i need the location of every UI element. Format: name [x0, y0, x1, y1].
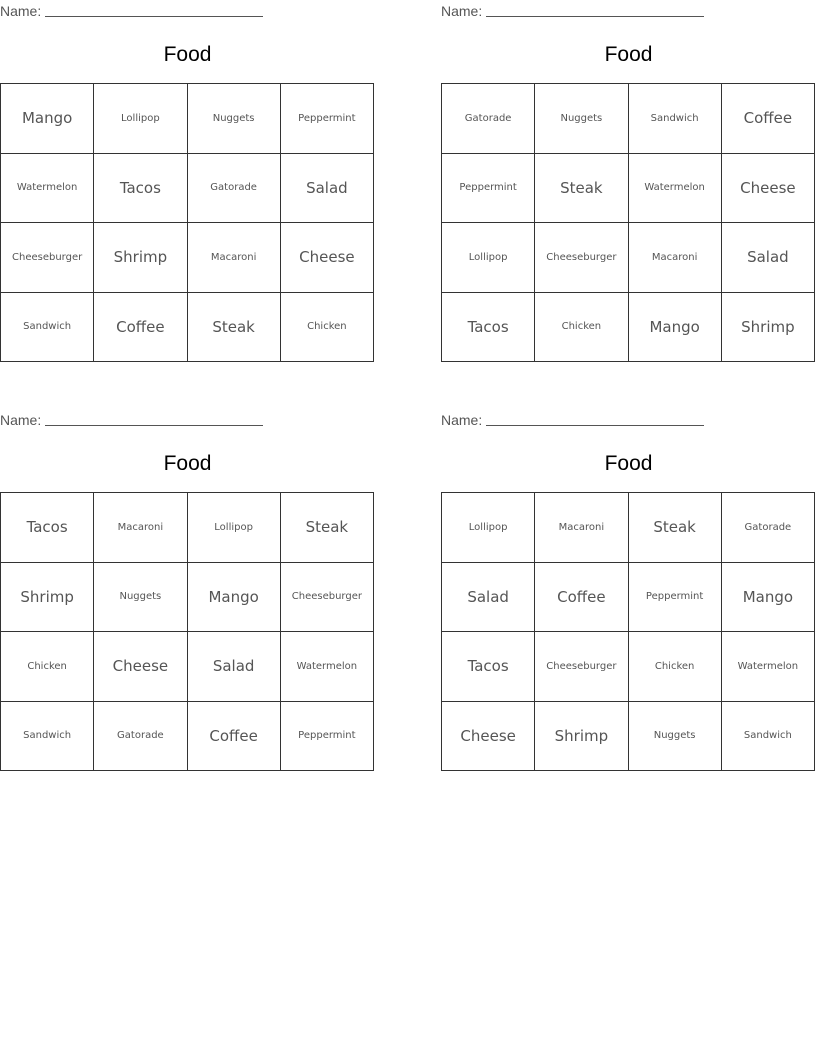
- bingo-cell: Peppermint: [629, 563, 722, 633]
- bingo-cell: Coffee: [188, 702, 281, 772]
- name-label: Name:: [0, 412, 42, 428]
- bingo-cell: Tacos: [94, 154, 187, 224]
- bingo-cell: Watermelon: [281, 632, 374, 702]
- bingo-cell: Gatorade: [722, 493, 815, 563]
- bingo-cell: Nuggets: [629, 702, 722, 772]
- bingo-cell: Cheeseburger: [535, 632, 628, 702]
- bingo-grid: [0, 492, 374, 771]
- bingo-cell: Gatorade: [188, 154, 281, 224]
- bingo-cell: Shrimp: [94, 223, 187, 293]
- name-field: [441, 2, 704, 20]
- bingo-cell: Shrimp: [1, 563, 94, 633]
- name-blank-line: [486, 411, 704, 426]
- bingo-cell: Chicken: [281, 293, 374, 363]
- bingo-cell: Sandwich: [722, 702, 815, 772]
- bingo-cell: Nuggets: [94, 563, 187, 633]
- bingo-cell: Sandwich: [1, 293, 94, 363]
- bingo-cell: Cheeseburger: [281, 563, 374, 633]
- bingo-cell: Cheese: [281, 223, 374, 293]
- bingo-cell: Lollipop: [94, 84, 187, 154]
- bingo-cell: Sandwich: [1, 702, 94, 772]
- bingo-cell: Shrimp: [722, 293, 815, 363]
- name-label: Name:: [441, 3, 483, 19]
- name-blank-line: [486, 2, 704, 17]
- bingo-cell: Salad: [722, 223, 815, 293]
- bingo-cell: Cheeseburger: [1, 223, 94, 293]
- bingo-cell: Chicken: [535, 293, 628, 363]
- bingo-cell: Sandwich: [629, 84, 722, 154]
- card-title: Food: [604, 43, 653, 66]
- bingo-cell: Salad: [281, 154, 374, 224]
- bingo-cell: Cheese: [94, 632, 187, 702]
- bingo-card: [0, 0, 375, 372]
- bingo-cell: Chicken: [1, 632, 94, 702]
- bingo-cell: Tacos: [442, 293, 535, 363]
- bingo-cell: Cheese: [442, 702, 535, 772]
- bingo-cell: Tacos: [1, 493, 94, 563]
- name-label: Name:: [441, 412, 483, 428]
- bingo-card: [0, 409, 375, 781]
- bingo-cell: Mango: [188, 563, 281, 633]
- bingo-cell: Watermelon: [629, 154, 722, 224]
- name-field: [0, 2, 263, 20]
- card-title: Food: [163, 43, 212, 66]
- bingo-cell: Macaroni: [629, 223, 722, 293]
- bingo-cell: Salad: [188, 632, 281, 702]
- bingo-cell: Cheese: [722, 154, 815, 224]
- name-field: [0, 411, 263, 429]
- bingo-cell: Coffee: [722, 84, 815, 154]
- bingo-cell: Nuggets: [535, 84, 628, 154]
- card-title: Food: [604, 452, 653, 475]
- name-label: Name:: [0, 3, 42, 19]
- bingo-cell: Watermelon: [1, 154, 94, 224]
- name-blank-line: [45, 2, 263, 17]
- bingo-cell: Lollipop: [442, 493, 535, 563]
- bingo-cell: Tacos: [442, 632, 535, 702]
- card-title: Food: [163, 452, 212, 475]
- bingo-cell: Steak: [535, 154, 628, 224]
- bingo-cell: Coffee: [535, 563, 628, 633]
- name-blank-line: [45, 411, 263, 426]
- bingo-cell: Cheeseburger: [535, 223, 628, 293]
- bingo-grid: [441, 83, 815, 362]
- bingo-cell: Peppermint: [281, 702, 374, 772]
- bingo-cell: Steak: [629, 493, 722, 563]
- bingo-grid: [0, 83, 374, 362]
- bingo-cell: Nuggets: [188, 84, 281, 154]
- bingo-cell: Shrimp: [535, 702, 628, 772]
- bingo-cell: Chicken: [629, 632, 722, 702]
- bingo-cell: Steak: [188, 293, 281, 363]
- bingo-cell: Peppermint: [442, 154, 535, 224]
- bingo-cell: Lollipop: [188, 493, 281, 563]
- bingo-cell: Salad: [442, 563, 535, 633]
- bingo-cell: Mango: [629, 293, 722, 363]
- bingo-cell: Steak: [281, 493, 374, 563]
- bingo-cell: Peppermint: [281, 84, 374, 154]
- bingo-cell: Lollipop: [442, 223, 535, 293]
- bingo-cell: Mango: [1, 84, 94, 154]
- bingo-card: [441, 0, 816, 372]
- bingo-cell: Macaroni: [535, 493, 628, 563]
- bingo-cell: Coffee: [94, 293, 187, 363]
- bingo-cell: Macaroni: [94, 493, 187, 563]
- bingo-cell: Gatorade: [94, 702, 187, 772]
- bingo-cell: Mango: [722, 563, 815, 633]
- name-field: [441, 411, 704, 429]
- bingo-cell: Watermelon: [722, 632, 815, 702]
- bingo-grid: [441, 492, 815, 771]
- bingo-card: [441, 409, 816, 781]
- bingo-cell: Macaroni: [188, 223, 281, 293]
- bingo-cell: Gatorade: [442, 84, 535, 154]
